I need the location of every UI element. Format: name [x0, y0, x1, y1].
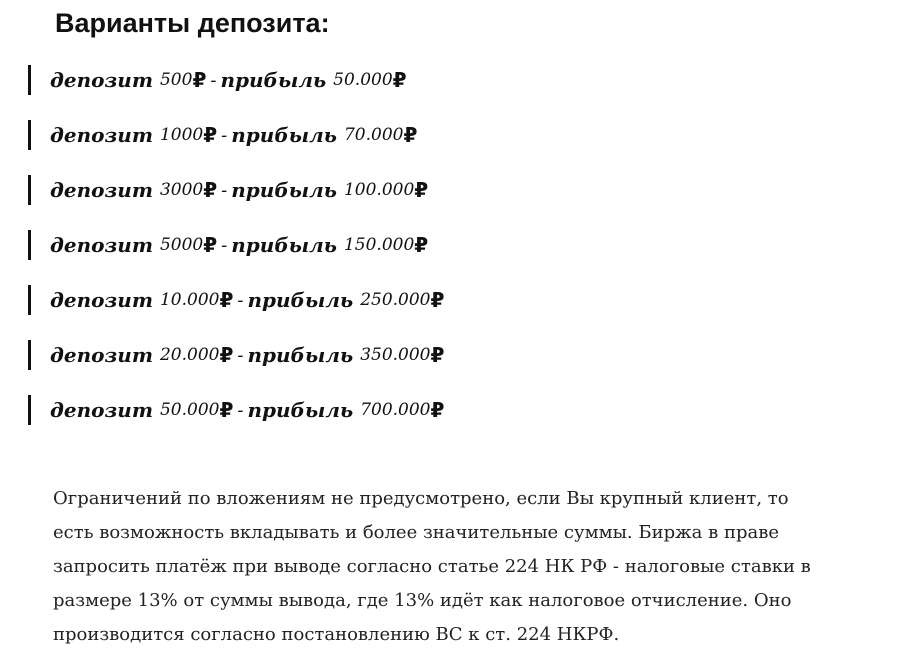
list-item: [28, 340, 444, 370]
separator: -: [210, 69, 217, 91]
paragraph-line: есть возможность вкладывать и более значительные суммы. Биржа в праве: [53, 522, 780, 543]
list-item: [28, 120, 444, 150]
separator: -: [237, 289, 244, 311]
ruble-sign-icon: ₽: [219, 398, 234, 422]
deposit-amount: 5000: [159, 235, 204, 255]
list-item: [28, 65, 444, 95]
profit-word: прибыль: [231, 233, 337, 257]
profit-amount: 350.000: [360, 345, 431, 365]
list-item: [28, 395, 444, 425]
list-item: [28, 285, 444, 315]
separator: -: [221, 179, 228, 201]
deposit-amount: 500: [159, 70, 193, 90]
body-paragraph: [53, 482, 883, 652]
quote-bar: [28, 340, 31, 370]
profit-word: прибыль: [247, 398, 354, 422]
paragraph-line: размере 13% от суммы вывода, где 13% идёт как налоговое отчисление. Оно: [53, 590, 792, 611]
profit-amount: 100.000: [343, 180, 415, 200]
paragraph-line: запросить платёж при выводе согласно статье 224 НК РФ - налоговые ставки в: [53, 556, 811, 577]
deposit-amount: 1000: [159, 125, 204, 145]
ruble-sign-icon: ₽: [430, 343, 445, 367]
profit-word: прибыль: [247, 288, 354, 312]
ruble-sign-icon: ₽: [414, 178, 429, 202]
quote-bar: [28, 285, 31, 315]
deposit-word: депозит: [50, 68, 153, 92]
ruble-sign-icon: ₽: [219, 343, 234, 367]
deposit-amount: 20.000: [159, 345, 220, 365]
ruble-sign-icon: ₽: [430, 398, 445, 422]
ruble-sign-icon: ₽: [392, 68, 407, 92]
quote-bar: [28, 65, 31, 95]
profit-amount: 250.000: [360, 290, 431, 310]
list-item: [28, 175, 444, 205]
separator: -: [237, 399, 244, 421]
paragraph-line: Ограничений по вложениям не предусмотрено, если Вы крупный клиент, то: [53, 488, 789, 509]
quote-bar: [28, 395, 31, 425]
deposit-word: депозит: [50, 343, 153, 367]
ruble-sign-icon: ₽: [203, 123, 218, 147]
quote-bar: [28, 120, 31, 150]
separator: -: [221, 234, 228, 256]
section-heading: Варианты депозита:: [55, 8, 330, 38]
ruble-sign-icon: ₽: [203, 233, 218, 257]
profit-amount: 150.000: [343, 235, 415, 255]
profit-word: прибыль: [231, 123, 337, 147]
profit-amount: 70.000: [343, 125, 404, 145]
deposit-amount: 10.000: [159, 290, 220, 310]
ruble-sign-icon: ₽: [430, 288, 445, 312]
deposit-word: депозит: [50, 233, 153, 257]
profit-word: прибыль: [231, 178, 337, 202]
profit-word: прибыль: [220, 68, 327, 92]
ruble-sign-icon: ₽: [403, 123, 418, 147]
deposit-word: депозит: [50, 398, 153, 422]
profit-amount: 700.000: [360, 400, 431, 420]
ruble-sign-icon: ₽: [192, 68, 207, 92]
deposit-word: депозит: [50, 123, 153, 147]
deposit-amount: 50.000: [159, 400, 220, 420]
profit-word: прибыль: [247, 343, 354, 367]
profit-amount: 50.000: [333, 70, 393, 90]
deposit-options-list: [28, 65, 444, 450]
paragraph-line: производится согласно постановлению ВС к ст. 224 НКРФ.: [53, 624, 620, 645]
ruble-sign-icon: ₽: [203, 178, 218, 202]
deposit-word: депозит: [50, 288, 153, 312]
separator: -: [237, 344, 244, 366]
deposit-amount: 3000: [159, 180, 204, 200]
quote-bar: [28, 230, 31, 260]
deposit-word: депозит: [50, 178, 153, 202]
ruble-sign-icon: ₽: [414, 233, 429, 257]
separator: -: [221, 124, 228, 146]
ruble-sign-icon: ₽: [219, 288, 234, 312]
quote-bar: [28, 175, 31, 205]
list-item: [28, 230, 444, 260]
